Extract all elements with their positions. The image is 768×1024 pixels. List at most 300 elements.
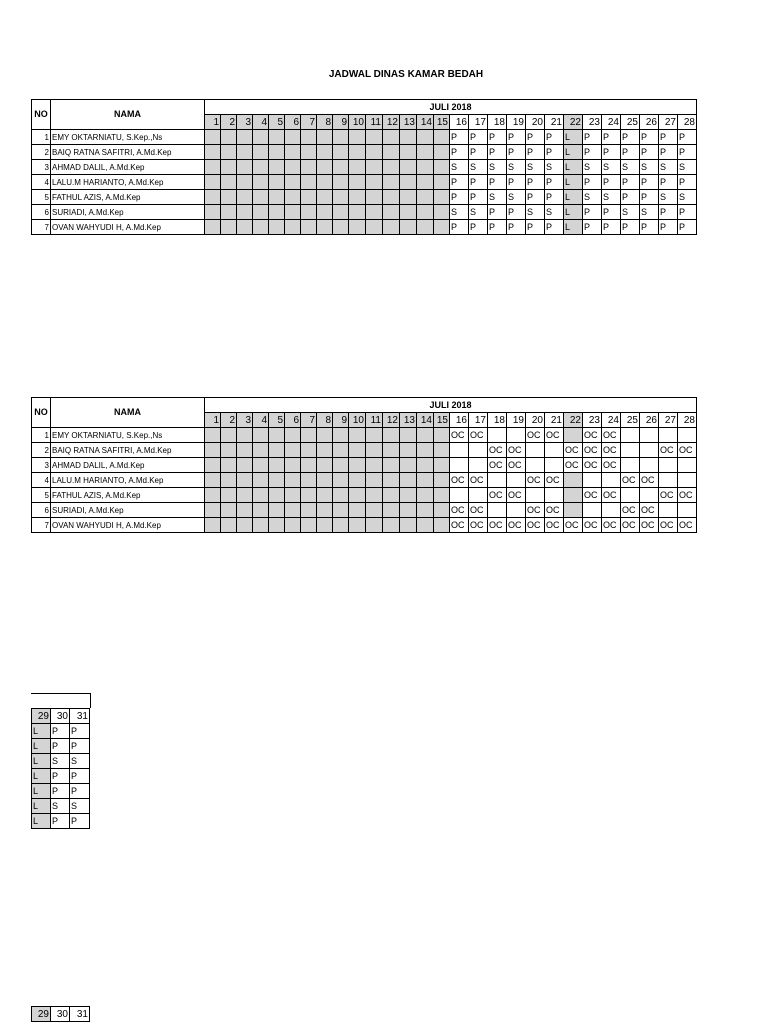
schedule-cell: P: [51, 739, 70, 754]
schedule-cell: OC: [488, 488, 507, 503]
blank-cell: [301, 458, 317, 473]
blank-cell: [253, 205, 269, 220]
schedule-cell: L: [32, 724, 51, 739]
blank-cell: [301, 473, 317, 488]
blank-cell: [221, 428, 237, 443]
schedule-cell: P: [507, 145, 526, 160]
blank-cell: [237, 473, 253, 488]
schedule-cell: P: [70, 769, 90, 784]
blank-cell: [301, 518, 317, 533]
schedule-cell: P: [526, 175, 545, 190]
blank-cell: [417, 428, 434, 443]
schedule-cell: [640, 488, 659, 503]
schedule-cell: P: [659, 130, 678, 145]
blank-cell: [269, 443, 285, 458]
schedule-cell: S: [659, 160, 678, 175]
schedule-cell: OC: [621, 473, 640, 488]
blank-cell: [349, 428, 366, 443]
blank-cell: [253, 488, 269, 503]
table-row: [32, 488, 697, 503]
blank-cell: [366, 175, 383, 190]
schedule-cell: OC: [602, 443, 621, 458]
staff-name: LALU.M HARIANTO, A.Md.Kep: [51, 473, 205, 488]
blank-cell: [383, 428, 400, 443]
blank-cell: [205, 428, 221, 443]
day-header: 18: [488, 115, 507, 130]
header-nama: NAMA: [51, 398, 205, 428]
schedule-cell: [526, 458, 545, 473]
day-header: 2: [221, 413, 237, 428]
day-header: 27: [659, 115, 678, 130]
schedule-cell: [621, 443, 640, 458]
schedule-cell: [602, 503, 621, 518]
blank-cell: [269, 518, 285, 533]
staff-no: 4: [32, 473, 51, 488]
blank-cell: [434, 488, 450, 503]
schedule-cell: P: [659, 145, 678, 160]
blank-cell: [253, 130, 269, 145]
schedule-cell: S: [469, 205, 488, 220]
blank-cell: [366, 488, 383, 503]
schedule-cell: P: [450, 175, 469, 190]
staff-name: SURIADI, A.Md.Kep: [51, 503, 205, 518]
blank-cell: [400, 145, 417, 160]
schedule-cell: [564, 503, 583, 518]
blank-cell: [349, 130, 366, 145]
schedule-cell: S: [507, 190, 526, 205]
schedule-cell: P: [621, 175, 640, 190]
blank-cell: [221, 160, 237, 175]
blank-cell: [366, 145, 383, 160]
blank-cell: [237, 428, 253, 443]
schedule-cell: [469, 443, 488, 458]
blank-cell: [366, 220, 383, 235]
blank-cell: [383, 443, 400, 458]
schedule-cell: P: [507, 220, 526, 235]
blank-cell: [400, 458, 417, 473]
schedule-cell: [545, 488, 564, 503]
blank-cell: [349, 220, 366, 235]
schedule-cell: S: [678, 160, 697, 175]
day-header: 21: [545, 413, 564, 428]
day-header: 23: [583, 413, 602, 428]
schedule-cell: P: [678, 220, 697, 235]
blank-cell: [434, 473, 450, 488]
schedule-cell: L: [564, 175, 583, 190]
schedule-cell: S: [488, 190, 507, 205]
blank-cell: [366, 160, 383, 175]
blank-cell: [237, 205, 253, 220]
schedule-cell: OC: [469, 503, 488, 518]
schedule-cell: OC: [602, 458, 621, 473]
blank-cell: [285, 205, 301, 220]
day-header: 30: [51, 1007, 70, 1022]
schedule-cell: P: [583, 205, 602, 220]
schedule-cell: L: [564, 130, 583, 145]
table-row: [32, 443, 697, 458]
schedule-cell: L: [564, 160, 583, 175]
schedule-cell: OC: [640, 473, 659, 488]
blank-cell: [237, 130, 253, 145]
schedule-cell: [659, 473, 678, 488]
schedule-cell: OC: [545, 503, 564, 518]
blank-cell: [253, 443, 269, 458]
day-header: 24: [602, 413, 621, 428]
day-header: 30: [51, 709, 70, 724]
schedule-cell: OC: [450, 428, 469, 443]
schedule-cell: P: [621, 190, 640, 205]
blank-cell: [417, 160, 434, 175]
schedule-cell: P: [583, 175, 602, 190]
schedule-cell: P: [469, 145, 488, 160]
staff-no: 3: [32, 458, 51, 473]
extra-days-oncall-table: [31, 1006, 90, 1022]
schedule-cell: S: [526, 205, 545, 220]
schedule-cell: [678, 458, 697, 473]
blank-cell: [285, 220, 301, 235]
blank-cell: [349, 190, 366, 205]
blank-cell: [285, 428, 301, 443]
blank-cell: [383, 175, 400, 190]
schedule-cell: P: [659, 205, 678, 220]
blank-cell: [333, 130, 349, 145]
blank-cell: [417, 130, 434, 145]
blank-cell: [285, 518, 301, 533]
blank-cell: [333, 458, 349, 473]
blank-cell: [333, 160, 349, 175]
schedule-cell: P: [621, 145, 640, 160]
schedule-cell: S: [640, 160, 659, 175]
schedule-cell: [507, 503, 526, 518]
blank-cell: [237, 518, 253, 533]
schedule-cell: L: [32, 814, 51, 829]
schedule-cell: [564, 473, 583, 488]
staff-no: 6: [32, 205, 51, 220]
table-row: [32, 754, 90, 769]
schedule-cell: S: [621, 160, 640, 175]
blank-cell: [434, 220, 450, 235]
schedule-cell: OC: [469, 518, 488, 533]
blank-cell: [366, 205, 383, 220]
day-header: 9: [333, 115, 349, 130]
table-row: [32, 160, 697, 175]
day-header: 15: [434, 115, 450, 130]
blank-cell: [400, 205, 417, 220]
blank-cell: [333, 518, 349, 533]
table-row: [32, 473, 697, 488]
day-header: 7: [301, 413, 317, 428]
blank-cell: [317, 458, 333, 473]
schedule-cell: [678, 428, 697, 443]
schedule-cell: OC: [583, 443, 602, 458]
schedule-cell: OC: [488, 518, 507, 533]
blank-cell: [221, 220, 237, 235]
blank-cell: [349, 443, 366, 458]
blank-cell: [417, 145, 434, 160]
day-header: 8: [317, 413, 333, 428]
blank-cell: [237, 160, 253, 175]
blank-cell: [317, 473, 333, 488]
blank-cell: [269, 458, 285, 473]
blank-cell: [366, 130, 383, 145]
blank-cell: [400, 428, 417, 443]
blank-cell: [417, 488, 434, 503]
day-header: 26: [640, 115, 659, 130]
blank-cell: [349, 205, 366, 220]
blank-cell: [221, 458, 237, 473]
blank-cell: [417, 190, 434, 205]
schedule-cell: OC: [507, 458, 526, 473]
blank-cell: [383, 503, 400, 518]
blank-cell: [434, 428, 450, 443]
blank-cell: [400, 160, 417, 175]
day-header: 14: [417, 413, 434, 428]
schedule-cell: [583, 503, 602, 518]
blank-cell: [383, 145, 400, 160]
schedule-cell: OC: [564, 443, 583, 458]
staff-name: AHMAD DALIL, A.Md.Kep: [51, 160, 205, 175]
schedule-cell: [659, 428, 678, 443]
blank-cell: [253, 473, 269, 488]
blank-cell: [333, 428, 349, 443]
schedule-cell: OC: [545, 428, 564, 443]
schedule-cell: [507, 428, 526, 443]
blank-cell: [253, 428, 269, 443]
blank-cell: [366, 443, 383, 458]
schedule-cell: P: [678, 145, 697, 160]
schedule-cell: P: [507, 175, 526, 190]
blank-cell: [269, 488, 285, 503]
schedule-cell: S: [545, 205, 564, 220]
blank-cell: [333, 220, 349, 235]
schedule-cell: P: [488, 220, 507, 235]
schedule-cell: OC: [678, 443, 697, 458]
blank-cell: [253, 175, 269, 190]
day-header: 17: [469, 115, 488, 130]
day-header: 5: [269, 115, 285, 130]
blank-cell: [285, 473, 301, 488]
schedule-cell: L: [32, 769, 51, 784]
blank-cell: [434, 503, 450, 518]
schedule-cell: [564, 488, 583, 503]
blank-cell: [317, 220, 333, 235]
schedule-cell: OC: [526, 473, 545, 488]
blank-cell: [285, 458, 301, 473]
schedule-cell: OC: [659, 443, 678, 458]
blank-cell: [237, 443, 253, 458]
schedule-cell: P: [659, 220, 678, 235]
day-header: 14: [417, 115, 434, 130]
blank-cell: [400, 190, 417, 205]
table-row: [32, 428, 697, 443]
blank-cell: [253, 160, 269, 175]
schedule-cell: P: [640, 220, 659, 235]
blank-cell: [366, 473, 383, 488]
shift-schedule-table: [31, 99, 697, 235]
day-header: 4: [253, 115, 269, 130]
blank-cell: [205, 145, 221, 160]
blank-cell: [383, 160, 400, 175]
blank-cell: [269, 473, 285, 488]
staff-name: LALU.M HARIANTO, A.Md.Kep: [51, 175, 205, 190]
blank-cell: [333, 145, 349, 160]
schedule-cell: S: [51, 799, 70, 814]
staff-name: SURIADI, A.Md.Kep: [51, 205, 205, 220]
schedule-cell: P: [659, 175, 678, 190]
schedule-cell: P: [469, 175, 488, 190]
staff-no: 5: [32, 488, 51, 503]
blank-cell: [285, 160, 301, 175]
blank-cell: [301, 205, 317, 220]
day-header: 31: [70, 1007, 90, 1022]
schedule-cell: [526, 488, 545, 503]
blank-cell: [317, 488, 333, 503]
blank-cell: [253, 220, 269, 235]
blank-cell: [269, 145, 285, 160]
schedule-cell: S: [545, 160, 564, 175]
blank-cell: [349, 175, 366, 190]
day-header: 23: [583, 115, 602, 130]
schedule-cell: P: [545, 130, 564, 145]
blank-cell: [434, 518, 450, 533]
schedule-cell: P: [450, 130, 469, 145]
schedule-cell: L: [32, 754, 51, 769]
blank-cell: [383, 473, 400, 488]
schedule-cell: S: [51, 754, 70, 769]
schedule-cell: P: [51, 769, 70, 784]
blank-cell: [317, 503, 333, 518]
blank-cell: [221, 130, 237, 145]
day-header: 5: [269, 413, 285, 428]
blank-cell: [221, 443, 237, 458]
schedule-cell: P: [526, 130, 545, 145]
schedule-cell: P: [583, 220, 602, 235]
extra-days-header-stub: [31, 693, 91, 708]
blank-cell: [205, 130, 221, 145]
table-row: [32, 458, 697, 473]
blank-cell: [349, 503, 366, 518]
day-header: 12: [383, 115, 400, 130]
day-header: 1: [205, 115, 221, 130]
schedule-cell: OC: [507, 443, 526, 458]
day-header: 16: [450, 115, 469, 130]
blank-cell: [221, 518, 237, 533]
blank-cell: [317, 175, 333, 190]
blank-cell: [301, 145, 317, 160]
day-header: 29: [32, 709, 51, 724]
staff-no: 1: [32, 428, 51, 443]
schedule-cell: OC: [678, 488, 697, 503]
staff-name: FATHUL AZIS, A.Md.Kep: [51, 190, 205, 205]
day-header: 25: [621, 413, 640, 428]
schedule-cell: P: [469, 220, 488, 235]
day-header: 1: [205, 413, 221, 428]
schedule-cell: OC: [469, 473, 488, 488]
blank-cell: [383, 488, 400, 503]
schedule-cell: P: [602, 220, 621, 235]
blank-cell: [400, 473, 417, 488]
staff-name: EMY OKTARNIATU, S.Kep.,Ns: [51, 130, 205, 145]
blank-cell: [269, 503, 285, 518]
blank-cell: [237, 488, 253, 503]
blank-cell: [237, 458, 253, 473]
schedule-cell: S: [659, 190, 678, 205]
blank-cell: [383, 190, 400, 205]
blank-cell: [221, 205, 237, 220]
blank-cell: [301, 428, 317, 443]
day-header: 24: [602, 115, 621, 130]
schedule-cell: [678, 503, 697, 518]
schedule-cell: [469, 458, 488, 473]
schedule-cell: P: [469, 130, 488, 145]
schedule-cell: P: [70, 784, 90, 799]
blank-cell: [285, 130, 301, 145]
schedule-cell: P: [450, 145, 469, 160]
blank-cell: [366, 190, 383, 205]
schedule-cell: OC: [545, 518, 564, 533]
schedule-cell: OC: [564, 458, 583, 473]
blank-cell: [285, 145, 301, 160]
blank-cell: [400, 518, 417, 533]
table-row: [32, 145, 697, 160]
schedule-cell: P: [450, 220, 469, 235]
schedule-cell: P: [488, 130, 507, 145]
header-no: NO: [32, 398, 51, 428]
schedule-cell: [526, 443, 545, 458]
blank-cell: [205, 458, 221, 473]
blank-cell: [285, 190, 301, 205]
table-row: [32, 205, 697, 220]
schedule-cell: [488, 503, 507, 518]
blank-cell: [349, 473, 366, 488]
schedule-cell: P: [469, 190, 488, 205]
oncall-schedule-table: [31, 397, 697, 533]
header-no: NO: [32, 100, 51, 130]
blank-cell: [434, 443, 450, 458]
schedule-cell: P: [583, 145, 602, 160]
blank-cell: [366, 518, 383, 533]
schedule-cell: P: [70, 724, 90, 739]
table-row: [32, 518, 697, 533]
schedule-cell: P: [51, 814, 70, 829]
schedule-cell: S: [583, 190, 602, 205]
schedule-cell: OC: [659, 518, 678, 533]
blank-cell: [301, 175, 317, 190]
day-header: 22: [564, 115, 583, 130]
table-row: [32, 724, 90, 739]
staff-name: BAIQ RATNA SAFITRI, A.Md.Kep: [51, 443, 205, 458]
blank-cell: [434, 205, 450, 220]
day-header: 28: [678, 115, 697, 130]
day-header: 10: [349, 413, 366, 428]
blank-cell: [400, 130, 417, 145]
blank-cell: [253, 503, 269, 518]
schedule-cell: S: [526, 160, 545, 175]
schedule-cell: P: [450, 190, 469, 205]
schedule-cell: P: [526, 145, 545, 160]
schedule-cell: [621, 488, 640, 503]
blank-cell: [317, 518, 333, 533]
staff-name: EMY OKTARNIATU, S.Kep.,Ns: [51, 428, 205, 443]
schedule-cell: [640, 428, 659, 443]
blank-cell: [366, 458, 383, 473]
blank-cell: [205, 443, 221, 458]
schedule-cell: L: [564, 190, 583, 205]
schedule-cell: P: [488, 205, 507, 220]
day-header: 19: [507, 413, 526, 428]
day-header: 3: [237, 115, 253, 130]
schedule-cell: P: [583, 130, 602, 145]
